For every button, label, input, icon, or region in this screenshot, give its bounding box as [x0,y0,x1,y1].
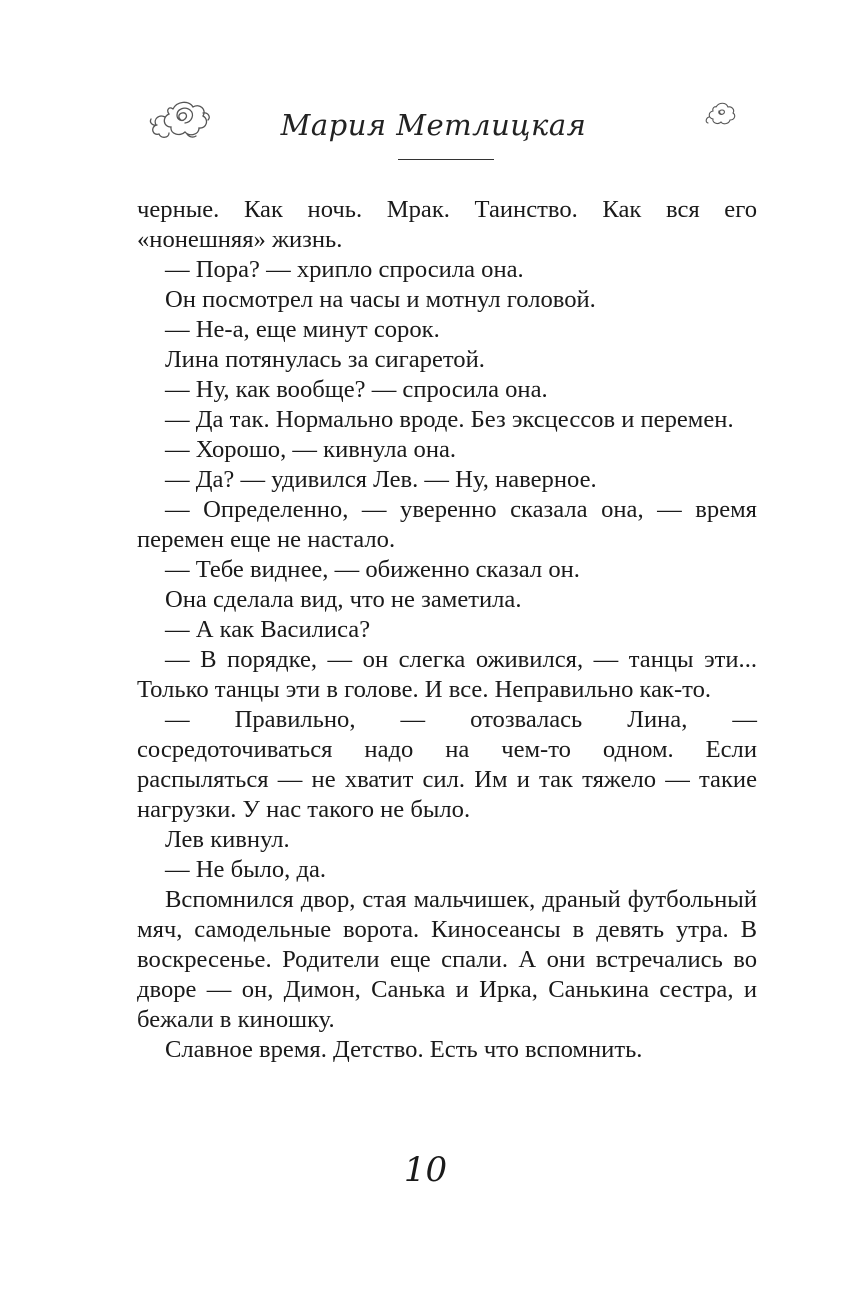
paragraph: Славное время. Детство. Есть что вспомнить. [165,1036,643,1063]
paragraph: — Да так. Нормально вроде. Без эксцессов и перемен. [165,406,734,433]
paragraph: — Да? — удивился Лев. — Ну, наверное. [165,466,597,493]
paragraph: — В порядке, — он слегка оживился, — танцы эти... Только танцы эти в голове. И все. Неправильно как-то. [137,646,757,703]
paragraph: — Правильно, — отозвалась Лина, — сосредоточиваться надо на чем-то одном. Если распыляться — не хватит сил. Им и так тяжело — такие нагрузки. У нас такого не было. [137,706,757,823]
page-number: 10 [403,1150,448,1190]
paragraph: — Определенно, — уверенно сказала она, — время перемен еще не настало. [137,496,757,553]
paragraph: — Не было, да. [165,856,327,883]
paragraph: — Тебе виднее, — обиженно сказал он. [165,556,580,583]
body-text [137,195,757,1065]
paragraph: Он посмотрел на часы и мотнул головой. [165,286,596,313]
paragraph: — Не-а, еще минут сорок. [165,316,440,343]
paragraph: — А как Василиса? [165,616,371,643]
rose-flourish-icon [703,98,739,130]
paragraph: черные. Как ночь. Мрак. Таинство. Как вся его «нонешняя» жизнь. [137,196,757,253]
paragraph: Лина потянулась за сигаретой. [165,346,485,373]
paragraph: — Хорошо, — кивнула она. [165,436,457,463]
paragraph: — Пора? — хрипло спросила она. [165,256,524,283]
paragraph: Она сделала вид, что не заметила. [165,586,522,613]
running-head-author: Мария Метлицкая [280,108,587,142]
header-rule [398,159,494,160]
paragraph: Лев кивнул. [165,826,290,853]
paragraph: — Ну, как вообще? — спросила она. [165,376,548,403]
paragraph: Вспомнился двор, стая мальчишек, драный футбольный мяч, самодельные ворота. Киносеансы в девять утра. В воскресенье. Родители еще спали. А они встречались во дворе — он, Димон, Санька и Ирка, Санькина сестра, и бежали в киношку. [137,886,757,1033]
